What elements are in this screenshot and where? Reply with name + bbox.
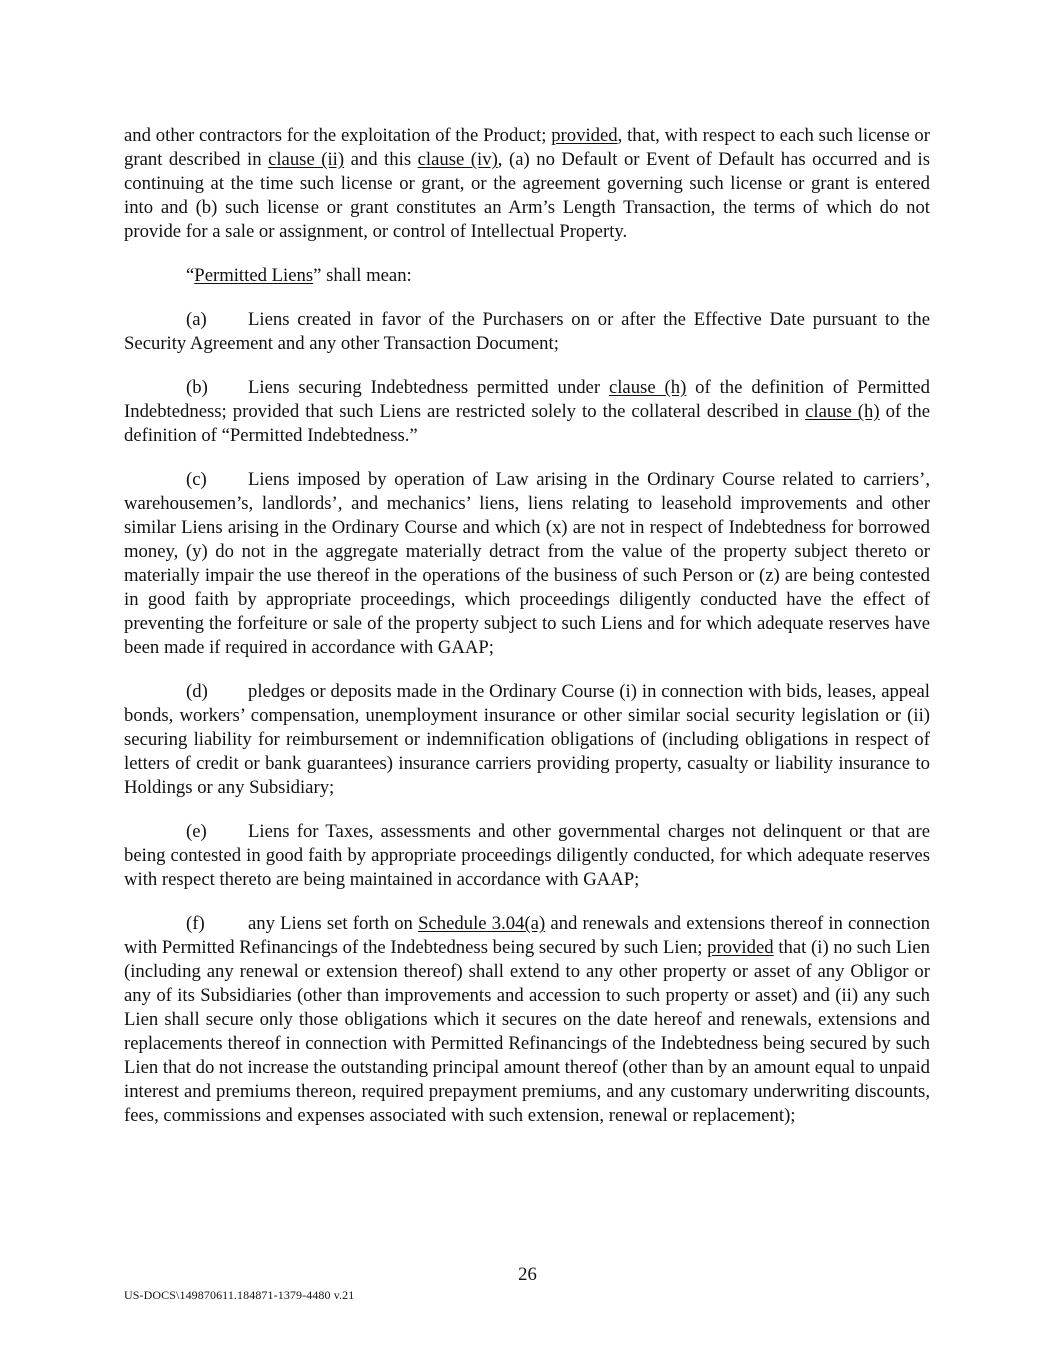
clause-text: Liens created in favor of the Purchasers on or after the Effective Date pursuant to the Security Agreement and any other Transaction Document;: [124, 309, 930, 354]
clause-reference: clause (iv): [417, 149, 498, 170]
clause-label: (f): [186, 913, 205, 934]
clause-label: (e): [186, 821, 207, 842]
text-run: and other contractors for the exploitation of the Product;: [124, 125, 552, 146]
defined-term: Permitted Liens: [194, 265, 314, 286]
text-run: , (a) no Default or Event of Default has occurred and is continuing at the time such license or grant, or the agreement governing such license or grant is entered into and (b) such license or grant constitutes an Arm’s Length Transaction, the terms of which do not provide for a sale or assignment, or control of Intellectual Property.: [124, 149, 930, 242]
clause-c: [124, 468, 930, 660]
clause-reference: clause (h): [805, 401, 880, 422]
text-run: Liens securing Indebtedness permitted under: [248, 377, 609, 398]
document-page-body: [124, 124, 930, 1148]
text-run: of the definition of “Permitted Indebtedness.”: [124, 401, 930, 446]
clause-text: pledges or deposits made in the Ordinary Course (i) in connection with bids, leases, appeal bonds, workers’ compensation, unemployment insurance or other similar social security legislation or (ii) securing liability for reimbursement or indemnification obligations of (including obligations in respect of letters of credit or bank guarantees) insurance carriers providing property, casualty or liability insurance to Holdings or any Subsidiary;: [124, 681, 930, 798]
clause-a: [124, 308, 930, 356]
clause-label: (c): [186, 469, 207, 490]
clause-f: [124, 912, 930, 1128]
underlined-term: provided: [551, 125, 618, 146]
clause-label: (b): [186, 377, 208, 398]
definition-heading: [124, 264, 930, 288]
clause-text: Liens imposed by operation of Law arising in the Ordinary Course related to carriers’, warehousemen’s, landlords’, and mechanics’ liens, liens relating to leasehold improvements and other similar Liens arising in the Ordinary Course and which (x) are not in respect of Indebtedness for borrowed money, (y) do not in the aggregate materially detract from the value of the property subject thereto or materially impair the use thereof in the operations of the business of such Person or (z) are being contested in good faith by appropriate proceedings, which proceedings diligently conducted have the effect of preventing the forfeiture or sale of the property subject to such Liens and for which adequate reserves have been made if required in accordance with GAAP;: [124, 469, 930, 658]
text-run: and renewals and extensions thereof in connection with Permitted Refinancings of the Indebtedness being secured by such Lien;: [124, 913, 931, 958]
clause-reference: clause (h): [608, 377, 687, 398]
page-number: 26: [518, 1264, 537, 1285]
clause-label: (a): [186, 309, 207, 330]
clause-d: [124, 680, 930, 800]
clause-text: Liens for Taxes, assessments and other governmental charges not delinquent or that are being contested in good faith by appropriate proceedings diligently conducted, for which adequate reserves with respect thereto are being maintained in accordance with GAAP;: [124, 821, 930, 890]
underlined-term: provided: [707, 937, 774, 958]
clause-b: [124, 376, 930, 448]
text-run: , that, with respect to each such license or grant described in: [124, 125, 930, 170]
text-run: any Liens set forth on: [248, 913, 419, 934]
text-run: and this: [344, 149, 418, 170]
schedule-reference: Schedule 3.04(a): [418, 913, 546, 934]
clause-label: (d): [186, 681, 208, 702]
document-id: US-DOCS\149870611.184871-1379-4480 v.21: [124, 1288, 355, 1302]
clause-reference: clause (ii): [268, 149, 345, 170]
clause-e: [124, 820, 930, 892]
open-quote: “: [186, 265, 195, 286]
continuation-paragraph: [124, 124, 930, 244]
text-run: ” shall mean:: [313, 265, 412, 286]
text-run: of the definition of Permitted Indebtedness; provided that such Liens are restricted solely to the collateral described in: [124, 377, 930, 422]
text-run: that (i) no such Lien (including any renewal or extension thereof) shall extend to any other property or asset of any Obligor or any of its Subsidiaries (other than improvements and accession to such property or asset) and (ii) any such Lien shall secure only those obligations which it secures on the date hereof and renewals, extensions and replacements thereof in connection with Permitted Refinancings of the Indebtedness being secured by such Lien that do not increase the outstanding principal amount thereof (other than by an amount equal to unpaid interest and premiums thereon, required prepayment premiums, and any customary underwriting discounts, fees, commissions and expenses associated with such extension, renewal or replacement);: [124, 937, 930, 1126]
